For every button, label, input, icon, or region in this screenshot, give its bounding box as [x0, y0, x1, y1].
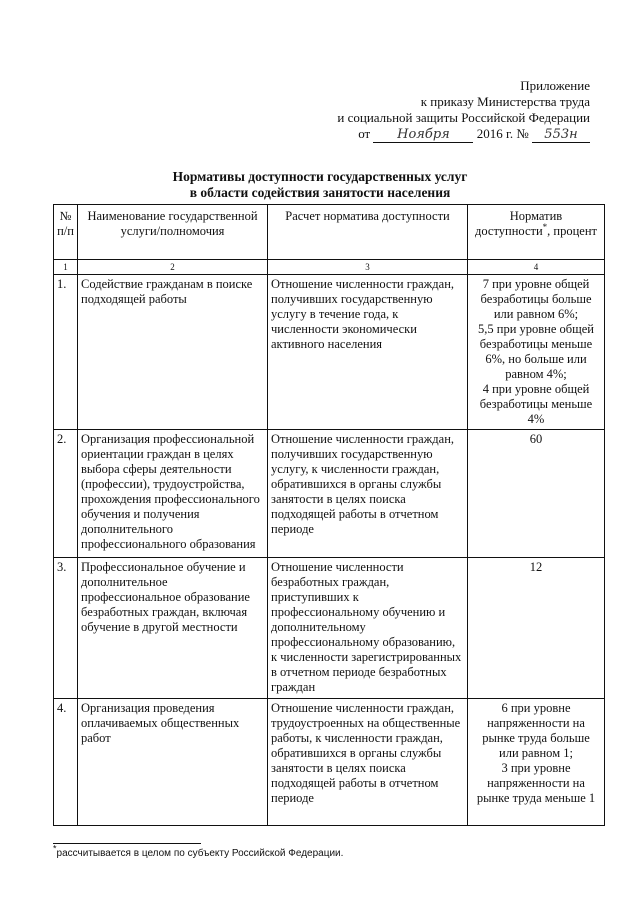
row-num: 2. [54, 430, 78, 558]
appendix-ministry-line: и социальной защиты Российской Федерации [337, 110, 590, 125]
row-service-name: Профессиональное обучение и дополнительное профессиональное образование безработных граждан, включая обучение в другой местности [78, 558, 268, 699]
footnote-divider [53, 843, 201, 844]
norm-value: 3 при уровне напряженности на рынке труда меньше 1 [476, 761, 596, 805]
norms-table [53, 204, 605, 826]
norm-value: 6 при уровне напряженности на рынке труда больше или равном 1; [482, 701, 590, 760]
appendix-date-line [300, 126, 590, 143]
document-title [60, 169, 580, 201]
table-row [54, 558, 605, 699]
from-label: от [358, 126, 371, 141]
footnote [53, 843, 344, 860]
norm-value: 12 [529, 560, 543, 574]
footnote-text: рассчитывается в целом по субъекту Российской Федерации. [56, 848, 344, 859]
row-service-name: Организация проведения оплачиваемых общественных работ [78, 699, 268, 826]
year-label: 2016 г. № [476, 126, 529, 141]
header-norm-label: Норматив доступности [474, 209, 563, 238]
col-number: 2 [78, 260, 268, 275]
norm-value: 5,5 при уровне общей безработицы меньше 6%, но больше или равном 4%; [478, 322, 594, 381]
table-row [54, 275, 605, 430]
norm-value: 7 при уровне общей безработицы больше или равном 6%; [480, 277, 592, 321]
table-row [54, 430, 605, 558]
row-calculation: Отношение численности граждан, получивших государственную услугу в течение года, к численности экономически активного населения [268, 275, 468, 430]
table-header-row [54, 205, 605, 260]
row-num: 4. [54, 699, 78, 826]
footnote-mark: * [53, 843, 57, 854]
row-calculation: Отношение численности граждан, трудоустроенных на общественные работы, к численности граждан, обратившихся в органы службы занятости в целях поиска подходящей работы в отчетном периоде [268, 699, 468, 826]
row-calculation: Отношение численности безработных граждан, приступивших к профессиональному обучению и дополнительному профессиональному образованию, к численности зарегистрированных в отчетном периоде безработных граждан [268, 558, 468, 699]
column-number-row [54, 260, 605, 275]
appendix-header [300, 78, 590, 143]
col-number: 3 [268, 260, 468, 275]
row-norm [468, 430, 605, 558]
norm-value: 60 [529, 432, 543, 446]
row-num: 1. [54, 275, 78, 430]
title-line-1: Нормативы доступности государственных услуг [172, 169, 468, 184]
title-line-2: в области содействия занятости населения [189, 185, 451, 200]
row-service-name: Содействие гражданам в поиске подходящей работы [78, 275, 268, 430]
row-num: 3. [54, 558, 78, 699]
row-norm [468, 558, 605, 699]
header-name: Наименование государственной услуги/полномочия [78, 205, 268, 260]
header-norm-unit: , процент [547, 224, 597, 238]
col-number: 4 [468, 260, 605, 275]
handwritten-number: 553н [532, 128, 590, 143]
col-number: 1 [54, 260, 78, 275]
handwritten-date: Ноября [373, 128, 473, 143]
row-calculation: Отношение численности граждан, получивших государственную услугу, к численности граждан, обратившихся в органы службы занятости в целях поиска подходящей работы в отчетном периоде [268, 430, 468, 558]
appendix-title: Приложение [520, 78, 590, 93]
table-row [54, 699, 605, 826]
row-norm [468, 275, 605, 430]
appendix-order-line: к приказу Министерства труда [420, 94, 590, 109]
row-service-name: Организация профессиональной ориентации граждан в целях выбора сферы деятельности (профессии), трудоустройства, прохождения профессионального обучения и получения дополнительного профессионального образования [78, 430, 268, 558]
header-calc: Расчет норматива доступности [268, 205, 468, 260]
header-norm [468, 205, 605, 260]
row-norm [468, 699, 605, 826]
footnote-mark: * [542, 221, 548, 232]
header-num: № п/п [54, 205, 78, 260]
norm-value: 4 при уровне общей безработицы меньше 4% [479, 382, 593, 426]
